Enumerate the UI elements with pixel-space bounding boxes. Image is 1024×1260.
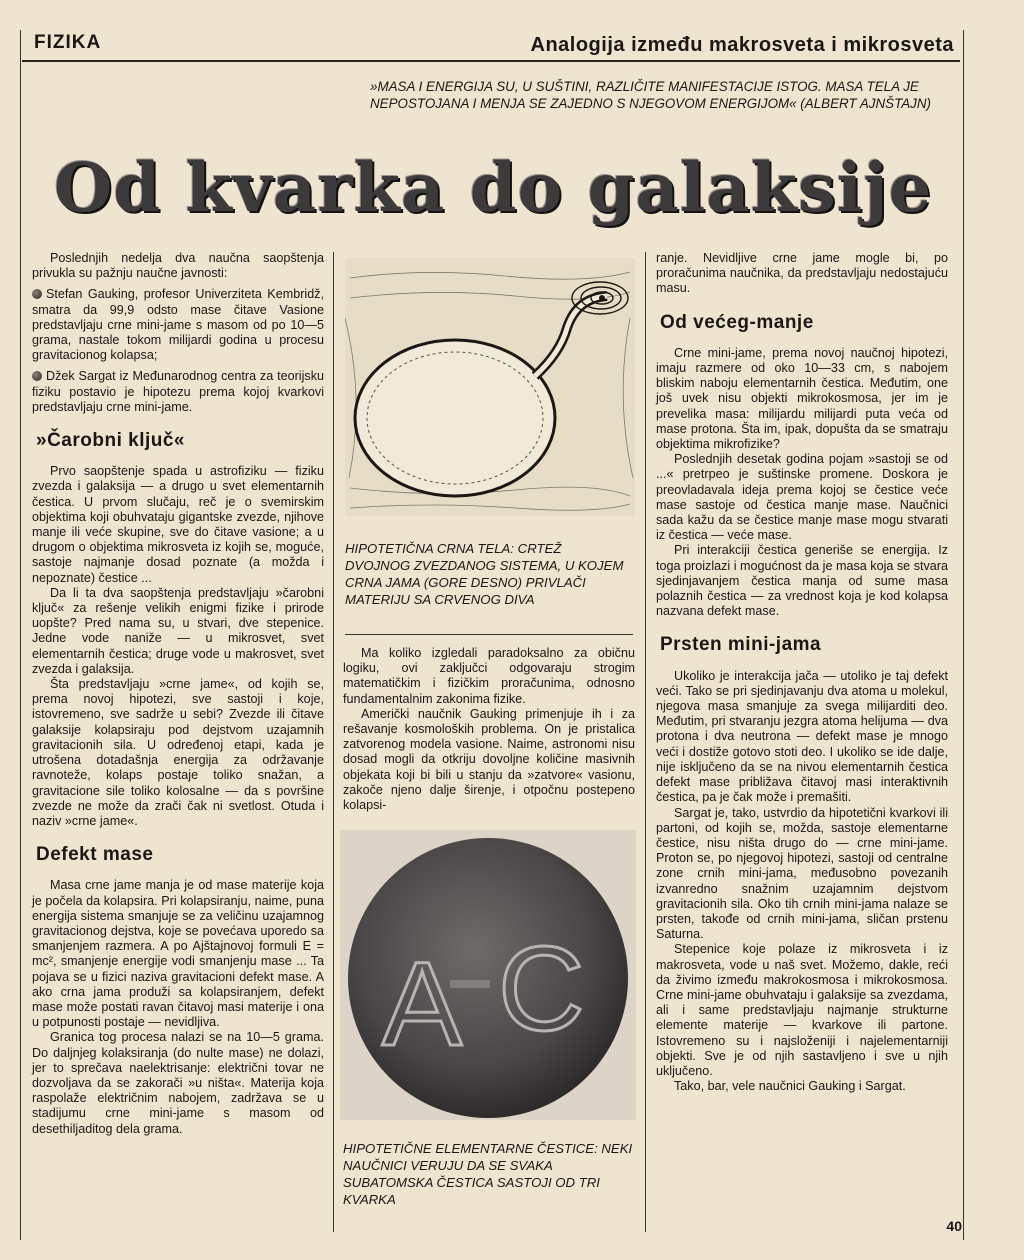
section-label: FIZIKA xyxy=(34,32,102,53)
letter-c: C xyxy=(498,922,585,1056)
column-divider xyxy=(645,252,646,1232)
body-paragraph: Poslednjih desetak godina pojam »sastoji se od ...« pretrpeo je suštinske promene. Doskora je preovladavala ideja prema kojoj se čestice veće mase sastoje od čestica manje mase. Naučnici sada kažu da se čestice manje mase mogu stvarati iz čestica — veće mase. xyxy=(656,452,948,543)
bullet-icon xyxy=(32,371,42,381)
column-divider xyxy=(333,252,334,1232)
letter-a: A xyxy=(382,937,463,1071)
caption-rule xyxy=(345,634,633,635)
black-hole-illustration xyxy=(345,258,635,516)
bullet-text: Džek Sargat iz Međunarodnog centra za teorijsku fiziku postavio je hipotezu prema kojoj kvarkovi predstavljaju crne mini-jame. xyxy=(32,369,324,414)
bullet-item xyxy=(32,369,324,415)
body-paragraph: Ukoliko je interakcija jača — utoliko je taj defekt veći. Tako se pri sjedinjavanju dva atoma u molekul, njegova masa smanjuje za svega milijarditi deo. Međutim, pri stvaranju jezgra atoma helijuma — dva protona i dva neutrona — defekt mase je mnogo veći i dostiže gotovo stoti deo. I ukoliko se ide dalje, nije isključeno da se na nivou elementarnih čestica defekt mase približava čitavoj masi interaktivnih čestica, pa je čak može i premašiti. xyxy=(656,668,948,805)
body-paragraph: Prvo saopštenje spada u astrofiziku — fiziku zvezda i galaksija — a drugo u svet elementarnih čestica. U prvom slučaju, reč je o svemirskim objektima koji obuhvataju gigantske zvezde, njihove manje ili veće skupine, sve do čitave vasione; a u drugom o objektima mikrosveta iz kojih se, moguće, sastoje najmanje dosad poznate (a možda i nepoznate) čestice ... xyxy=(32,464,324,585)
quark-particle-photo xyxy=(340,830,636,1120)
column-left xyxy=(32,251,324,1137)
bullet-icon xyxy=(32,289,42,299)
bullet-text: Stefan Gauking, profesor Univerziteta Kembridž, smatra da 99,9 odsto mase čitave Vasione predstavljaju crne mini-jame s masom od po 10—5 grama, nastale tokom milijardi godina u procesu gravitacionog kolapsa; xyxy=(32,287,324,363)
body-paragraph: Šta predstavljaju »crne jame«, od kojih se, prema novoj hipotezi, sve sastoji i koje, istovremeno, sve sadrže u sebi? Zvezde ili čitave galaksije kolapsiraju pod dejstvom uzajamnih gravitacionih sila. U određenoj etapi, kada je utrošena dotadašnja energija za održavanje ravnoteže, kolaps postaje toliko snažan, a gravitacione sile toliko kolosalne — da s površine zvezde ne može da zrači čak ni svetlost. Otuda i naziv »crne jame«. xyxy=(32,677,324,828)
body-paragraph: Pri interakciji čestica generiše se energija. Iz toga proizlazi i mogućnost da je masa koja se stvara sjedinjavanjem čestica manja od sume masa polaznih čestica — za vrednost koja je kod kolapsa nazvana defekt mase. xyxy=(656,543,948,619)
subheading: Prsten mini-jama xyxy=(660,634,822,656)
body-paragraph: Granica tog procesa nalazi se na 10—5 grama. Do daljnjeg kolaksiranja (do nulte mase) ne dolazi, jer to sprečava naelektrisanje: električni tovar ne dozvoljava da se zakorači »u ništa«. Materija koja raspolaže električnim nabojem, zadržava se u stadijumu crne mini-jame s masom od desethiljaditog dela grama. xyxy=(32,1030,324,1136)
article-title: Od kvarka do galaksije xyxy=(53,148,933,227)
body-paragraph: Da li ta dva saopštenja predstavljaju »čarobni ključ« za rešenje velikih enigmi fizike i prirode uopšte? Pred nama su, u stvari, dve stepenice. Jedne vode naniže — u mikrosvet, svet elementarnih čestica; druge vode u makrosvet, svet zvezda i galaksija. xyxy=(32,585,324,676)
body-paragraph: Sargat je, tako, ustvrdio da hipotetični kvarkovi ili partoni, od kojih se, možda, sastoje elementarne čestice, nisu ništa drugo do — crne mini-jame. Proton se, po njegovoj hipotezi, sastoji od centralne zone crnih mini-jama, međusobno povezanih izvanredno snažnim uzajamnim dejstvom gravitacionih sila. Oko tih crnih mini-jama nalaze se prsten, takođe od crnih mini-jama, sličan prstenu Saturna. xyxy=(656,805,948,942)
body-paragraph: Masa crne jame manja je od mase materije koja je počela da kolapsira. Pri kolapsiranju, naime, puna energija sistema smanjuje se za veličinu uzajamnog gravitacionog dejstva, koje se povećava uporedo sa smanjenjem razmera. A po Ajštajnovoj formuli E = mc², smanjenje energije vodi smanjenju mase ... Ta pojava se u fizici naziva gravitacioni defekt mase. A ako crna jama produži sa kolapsiranjem, defekt mase može postati ravan čitavoj masi materije i ona u potpunosti postaje — nevidljiva. xyxy=(32,878,324,1030)
subheading: Od većeg-manje xyxy=(660,311,814,333)
figure-caption: HIPOTETIČNE ELEMENTARNE ČESTICE: NEKI NAUČNICI VERUJU DA SE SVAKA SUBATOMSKA ČESTICA SASTOJI OD TRI KVARKA xyxy=(343,1141,633,1207)
body-paragraph: Stepenice koje polaze iz mikrosveta i iz makrosveta, vode u naš svet. Možemo, dakle, reći da živimo između makrokosmosa i mikrokosmosa. Crne mini-jame obuhvataju i galaksije sa zvezdama, ali i same predstavljaju najmanje strukturne elemente materije — kvarkove ili partone. Istovremeno su i najsloženiji i najelementarniji objekti. Sve je od njih sastavljeno i sve u njih uključeno. xyxy=(656,942,948,1078)
body-paragraph: ranje. Nevidljive crne jame mogle bi, po proračunima naučnika, da predstavljaju nedostajuću masu. xyxy=(656,251,948,296)
subheading: »Čarobni ključ« xyxy=(36,430,185,452)
column-right xyxy=(656,251,948,1094)
header-rule xyxy=(22,60,960,62)
body-paragraph: Ma koliko izgledali paradoksalno za običnu logiku, ovi zaključci odgovaraju strogim matematičkim i fizičkim proračunima, odnosno fundamentalnim zakonima fizike. xyxy=(343,646,635,706)
epigraph-quote: »MASA I ENERGIJA SU, U SUŠTINI, RAZLIČITE MANIFESTACIJE ISTOG. MASA TELA JE NEPOSTOJANA I MENJA SE ZAJEDNO S NJEGOVOM ENERGIJOM« (ALBERT AJNŠTAJN) xyxy=(370,79,932,111)
body-paragraph: Tako, bar, vele naučnici Gauking i Sargat. xyxy=(674,1079,906,1094)
particle-disk-image xyxy=(340,830,636,1120)
body-paragraph: Crne mini-jame, prema novoj naučnoj hipotezi, imaju razmere od oko 10—33 cm, s nabojem bliskim naboju elementarnih čestica. Međutim, one još uvek nisu objekti mikrokosmosa, jer im je prevelika masa: milijardu milijardi puta veća od mase protona. Šta im, ipak, dopušta da se smatraju objektima mikrofizike? xyxy=(656,345,948,452)
column-middle xyxy=(343,646,635,813)
black-hole-drawing xyxy=(345,258,635,516)
header-title: Analogija između makrosveta i mikrosveta xyxy=(530,34,954,56)
body-paragraph: Američki naučnik Gauking primenjuje ih i za rešavanje kosmoloških problema. On je pristalica zatvorenog modela vasione. Naime, astronomi nisu dosad mogli da otkriju dovoljne količine masivnih objekata koji bi bili u stanju da »zatvore« vasionu, zakoče njeno dalje širenje, i otpočnu postepeno kolapsi- xyxy=(343,706,635,813)
page-number: 40 xyxy=(946,1218,962,1234)
intro-paragraph: Poslednjih nedelja dva naučna saopštenja privukla su pažnju naučne javnosti: xyxy=(32,251,324,281)
bullet-item xyxy=(32,287,324,363)
figure-caption: HIPOTETIČNA CRNA TELA: CRTEŽ DVOJNOG ZVEZDANOG SISTEMA, U KOJEM CRNA JAMA (GORE DESNO) PRIVLAČI MATERIJU SA CRVENOG DIVA xyxy=(345,541,624,607)
subheading: Defekt mase xyxy=(36,844,154,866)
